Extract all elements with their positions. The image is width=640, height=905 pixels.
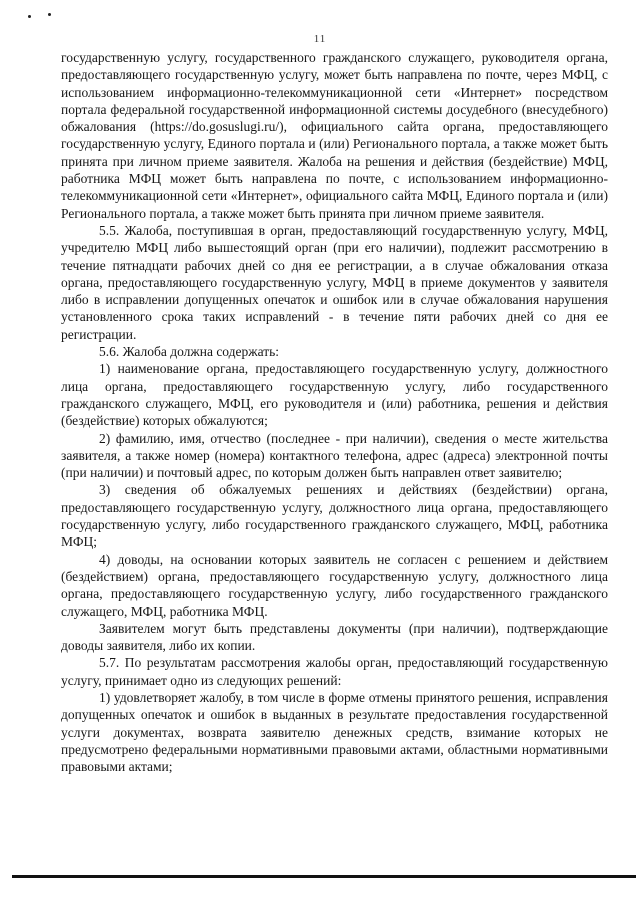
page-number: 11 bbox=[313, 33, 327, 45]
paragraph: 5.5. Жалоба, поступившая в орган, предоставляющий государственную услугу, МФЦ, учредителю МФЦ либо вышестоящий орган (при его наличии), подлежит рассмотрению в течение пятнадцати рабочих дней со дня ее регистрации, а в случае обжалования отказа органа, предоставляющего государственную услугу, МФЦ в приеме документов у заявителя либо в исправлении допущенных опечаток и ошибок или в случае обжалования нарушения установленного срока таких исправлений - в течение пяти рабочих дней со дня ее регистрации. bbox=[61, 222, 608, 342]
list-item: 4) доводы, на основании которых заявитель не согласен с решением и действием (бездействием) органа, предоставляющего государственную услугу, должностного лица органа, предоставляющего государственную услугу, либо государственного гражданского служащего, МФЦ, работника МФЦ. bbox=[61, 551, 608, 619]
list-item: 1) наименование органа, предоставляющего государственную услугу, должностного лица органа, предоставляющего государственную услугу, либо государственного гражданского служащего, МФЦ, его руководителя и (или) работника, решения и действия (бездействие) которых обжалуются; bbox=[61, 361, 608, 429]
paragraph: Заявителем могут быть представлены документы (при наличии), подтверждающие доводы заявителя, либо их копии. bbox=[61, 620, 608, 654]
scan-border-line bbox=[12, 875, 636, 878]
paragraph: 5.7. По результатам рассмотрения жалобы орган, предоставляющий государственную услугу, принимает одно из следующих решений: bbox=[61, 655, 608, 688]
list-item: 3) сведения об обжалуемых решениях и действиях (бездействии) органа, предоставляющего государственную услугу, должностного лица органа, предоставляющего государственную услугу, либо государственного гражданского служащего, МФЦ, работника МФЦ; bbox=[61, 482, 608, 550]
list-item: 2) фамилию, имя, отчество (последнее - при наличии), сведения о месте жительства заявителя, а также номер (номера) контактного телефона, адрес (адреса) электронной почты (при наличии) и почтовый адрес, по которым должен быть направлен ответ заявителю; bbox=[61, 430, 608, 481]
paragraph: государственную услугу, государственного гражданского служащего, руководителя органа, предоставляющего государственную услугу, может быть направлена по почте, через МФЦ, с использованием информационно-телекоммуникационной сети «Интернет» посредством портала федеральной государственной информационной системы досудебного (внесудебного) обжалования (https://do.gosuslugi.ru/), официального сайта органа, предоставляющего государственную услугу, Единого портала и (или) Регионального портала, а также может быть принята при личном приеме заявителя. Жалоба на решения и действия (бездействие) МФЦ, работника МФЦ может быть направлена по почте, с использованием информационно-телекоммуникационной сети «Интернет», официального сайта МФЦ, Единого портала и (или) Регионального портала, а также может быть принята при личном приеме заявителя. bbox=[61, 50, 608, 221]
scan-mark bbox=[48, 13, 51, 16]
list-item: 1) удовлетворяет жалобу, в том числе в форме отмены принятого решения, исправления допущенных опечаток и ошибок в выданных в результате предоставления государственной услуги документах, возврата заявителю денежных средств, взимание которых не предусмотрено федеральными нормативными правовыми актами, областными нормативными правовыми актами; bbox=[61, 689, 608, 775]
paragraph: 5.6. Жалоба должна содержать: bbox=[99, 344, 280, 360]
scan-mark bbox=[28, 15, 31, 18]
document-body bbox=[61, 49, 608, 775]
